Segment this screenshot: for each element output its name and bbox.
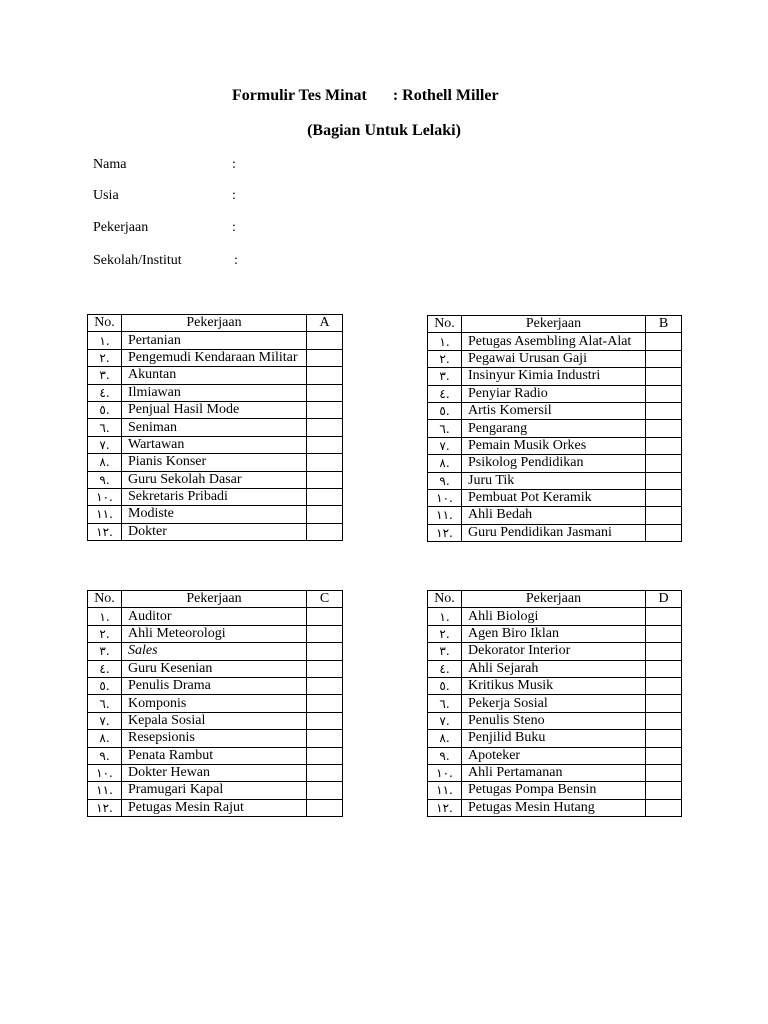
job-name: Modiste <box>122 506 307 523</box>
row-number: ٣. <box>88 367 122 384</box>
field-usia <box>93 188 236 204</box>
rank-cell[interactable] <box>307 643 343 660</box>
table-row <box>88 349 343 366</box>
table-row <box>428 730 682 747</box>
job-name: Pengemudi Kendaraan Militar <box>122 349 307 366</box>
field-pekerjaan <box>93 220 236 236</box>
table-row <box>88 608 343 625</box>
row-number: ٩. <box>88 747 122 764</box>
form-title-main: Formulir Tes Minat <box>232 87 367 104</box>
table-row <box>88 677 343 694</box>
row-number: ١. <box>88 608 122 625</box>
table-row <box>88 782 343 799</box>
job-name: Pertanian <box>122 332 307 349</box>
table-row <box>428 437 682 454</box>
job-name: Akuntan <box>122 367 307 384</box>
rank-cell[interactable] <box>646 437 682 454</box>
table-row <box>88 747 343 764</box>
rank-cell[interactable] <box>307 782 343 799</box>
column-header-no: No. <box>88 315 122 332</box>
job-name: Ahli Pertamanan <box>462 764 646 781</box>
rank-cell[interactable] <box>646 368 682 385</box>
rank-cell[interactable] <box>307 384 343 401</box>
table-row <box>88 712 343 729</box>
rank-cell[interactable] <box>646 625 682 642</box>
job-name: Petugas Pompa Bensin <box>462 782 646 799</box>
rank-cell[interactable] <box>646 350 682 367</box>
table-row <box>88 454 343 471</box>
table-row <box>428 764 682 781</box>
field-nama <box>93 157 236 173</box>
rank-cell[interactable] <box>307 677 343 694</box>
field-colon: : <box>232 220 236 235</box>
table-row <box>428 350 682 367</box>
job-name: Ahli Bedah <box>462 507 646 524</box>
row-number: ٢. <box>428 625 462 642</box>
table-row <box>88 367 343 384</box>
row-number: ٦. <box>88 695 122 712</box>
row-number: ٧. <box>428 437 462 454</box>
job-name: Guru Sekolah Dasar <box>122 471 307 488</box>
table-row <box>428 643 682 660</box>
field-colon: : <box>234 253 238 268</box>
table-row <box>88 643 343 660</box>
job-name: Penjual Hasil Mode <box>122 401 307 418</box>
table-row <box>428 402 682 419</box>
row-number: ٦. <box>428 695 462 712</box>
column-header-pekerjaan: Pekerjaan <box>122 591 307 608</box>
table-row <box>428 625 682 642</box>
job-name: Ahli Biologi <box>462 608 646 625</box>
table-row <box>88 401 343 418</box>
table-row <box>428 472 682 489</box>
job-name: Ahli Sejarah <box>462 660 646 677</box>
job-name: Penjilid Buku <box>462 730 646 747</box>
form-title <box>232 87 499 105</box>
table-b <box>427 315 682 542</box>
row-number: ٨. <box>88 454 122 471</box>
rank-cell[interactable] <box>307 506 343 523</box>
row-number: ١. <box>428 333 462 350</box>
rank-cell[interactable] <box>307 608 343 625</box>
table-row <box>428 489 682 506</box>
table-row <box>88 506 343 523</box>
job-name: Pianis Konser <box>122 454 307 471</box>
row-number: ١. <box>428 608 462 625</box>
job-name: Penulis Drama <box>122 677 307 694</box>
rank-cell[interactable] <box>307 454 343 471</box>
table-row <box>88 799 343 816</box>
rank-cell[interactable] <box>646 782 682 799</box>
row-number: ٨. <box>88 730 122 747</box>
row-number: ١. <box>88 332 122 349</box>
table-d <box>427 590 682 817</box>
job-name: Ilmiawan <box>122 384 307 401</box>
table-row <box>88 764 343 781</box>
rank-cell[interactable] <box>307 488 343 505</box>
job-name: Penulis Steno <box>462 712 646 729</box>
rank-cell[interactable] <box>646 643 682 660</box>
row-number: ٥. <box>88 401 122 418</box>
rank-cell[interactable] <box>307 747 343 764</box>
table-row <box>428 368 682 385</box>
row-number: ٧. <box>428 712 462 729</box>
job-name: Pramugari Kapal <box>122 782 307 799</box>
column-header-no: No. <box>88 591 122 608</box>
rank-cell[interactable] <box>307 436 343 453</box>
job-name: Resepsionis <box>122 730 307 747</box>
table-row <box>88 523 343 540</box>
field-label: Usia <box>93 188 119 203</box>
row-number: ٢. <box>88 349 122 366</box>
table-row <box>428 782 682 799</box>
row-number: ٣. <box>428 643 462 660</box>
row-number: ١١. <box>428 782 462 799</box>
table-row <box>428 747 682 764</box>
row-number: ٤. <box>428 660 462 677</box>
row-number: ٦. <box>88 419 122 436</box>
rank-cell[interactable] <box>646 712 682 729</box>
rank-cell[interactable] <box>646 660 682 677</box>
row-number: ٢. <box>88 625 122 642</box>
form-subtitle: (Bagian Untuk Lelaki) <box>307 122 461 139</box>
row-number: ٩. <box>428 472 462 489</box>
job-name: Seniman <box>122 419 307 436</box>
rank-cell[interactable] <box>646 608 682 625</box>
table-row <box>428 677 682 694</box>
job-name: Dokter Hewan <box>122 764 307 781</box>
column-header-no: No. <box>428 591 462 608</box>
column-header-letter: D <box>646 591 682 608</box>
rank-cell[interactable] <box>646 747 682 764</box>
table-a <box>87 314 343 541</box>
rank-cell[interactable] <box>646 677 682 694</box>
column-header-no: No. <box>428 316 462 333</box>
row-number: ١٢. <box>88 523 122 540</box>
table-row <box>88 332 343 349</box>
table-row <box>428 712 682 729</box>
job-name: Penata Rambut <box>122 747 307 764</box>
row-number: ١٠. <box>88 488 122 505</box>
row-number: ١٢. <box>428 799 462 816</box>
table-row <box>428 333 682 350</box>
row-number: ٢. <box>428 350 462 367</box>
row-number: ٥. <box>428 402 462 419</box>
job-name: Petugas Mesin Hutang <box>462 799 646 816</box>
rank-cell[interactable] <box>307 695 343 712</box>
job-name: Pembuat Pot Keramik <box>462 489 646 506</box>
row-number: ٩. <box>88 471 122 488</box>
column-header-letter: C <box>307 591 343 608</box>
rank-cell[interactable] <box>307 660 343 677</box>
job-name: Petugas Asembling Alat-Alat <box>462 333 646 350</box>
rank-cell[interactable] <box>646 455 682 472</box>
job-name: Dokter <box>122 523 307 540</box>
job-name: Agen Biro Iklan <box>462 625 646 642</box>
job-name: Komponis <box>122 695 307 712</box>
job-name: Dekorator Interior <box>462 643 646 660</box>
row-number: ٥. <box>88 677 122 694</box>
field-colon: : <box>232 157 236 172</box>
field-label: Pekerjaan <box>93 220 149 235</box>
rank-cell[interactable] <box>307 349 343 366</box>
row-number: ٨. <box>428 730 462 747</box>
rank-cell[interactable] <box>307 367 343 384</box>
job-name: Auditor <box>122 608 307 625</box>
field-label: Nama <box>93 157 127 172</box>
job-name: Wartawan <box>122 436 307 453</box>
rank-cell[interactable] <box>307 401 343 418</box>
rank-cell[interactable] <box>646 472 682 489</box>
row-number: ١٠. <box>428 489 462 506</box>
row-number: ٤. <box>428 385 462 402</box>
job-name: Kepala Sosial <box>122 712 307 729</box>
rank-cell[interactable] <box>307 471 343 488</box>
job-name: Penyiar Radio <box>462 385 646 402</box>
job-name: Petugas Mesin Rajut <box>122 799 307 816</box>
table-row <box>88 695 343 712</box>
job-name: Psikolog Pendidikan <box>462 455 646 472</box>
table-row <box>428 420 682 437</box>
rank-cell[interactable] <box>646 799 682 816</box>
table-row <box>88 436 343 453</box>
table-row <box>88 419 343 436</box>
column-header-letter: B <box>646 316 682 333</box>
table-row <box>428 455 682 472</box>
rank-cell[interactable] <box>646 764 682 781</box>
field-sekolah <box>93 253 238 269</box>
rank-cell[interactable] <box>307 799 343 816</box>
rank-cell[interactable] <box>307 625 343 642</box>
job-name: Artis Komersil <box>462 402 646 419</box>
column-header-pekerjaan: Pekerjaan <box>462 591 646 608</box>
rank-cell[interactable] <box>307 419 343 436</box>
column-header-pekerjaan: Pekerjaan <box>122 315 307 332</box>
rank-cell[interactable] <box>646 402 682 419</box>
row-number: ١٢. <box>88 799 122 816</box>
row-number: ١٠. <box>428 764 462 781</box>
job-name: Pegawai Urusan Gaji <box>462 350 646 367</box>
row-number: ٧. <box>88 712 122 729</box>
job-name: Pemain Musik Orkes <box>462 437 646 454</box>
row-number: ٣. <box>88 643 122 660</box>
form-title-suffix: : Rothell Miller <box>392 87 499 104</box>
rank-cell[interactable] <box>646 489 682 506</box>
table-row <box>428 695 682 712</box>
job-name: Kritikus Musik <box>462 677 646 694</box>
table-row <box>428 524 682 541</box>
table-row <box>88 660 343 677</box>
row-number: ٩. <box>428 747 462 764</box>
table-row <box>428 799 682 816</box>
rank-cell[interactable] <box>307 523 343 540</box>
rank-cell[interactable] <box>646 507 682 524</box>
job-name: Insinyur Kimia Industri <box>462 368 646 385</box>
table-row <box>428 660 682 677</box>
row-number: ٥. <box>428 677 462 694</box>
row-number: ١١. <box>88 506 122 523</box>
table-row <box>428 608 682 625</box>
job-name: Apoteker <box>462 747 646 764</box>
job-name: Sales <box>122 643 307 660</box>
job-name: Ahli Meteorologi <box>122 625 307 642</box>
rank-cell[interactable] <box>646 524 682 541</box>
rank-cell[interactable] <box>307 730 343 747</box>
row-number: ٦. <box>428 420 462 437</box>
rank-cell[interactable] <box>646 730 682 747</box>
table-c <box>87 590 343 817</box>
rank-cell[interactable] <box>646 695 682 712</box>
job-name: Guru Kesenian <box>122 660 307 677</box>
row-number: ٤. <box>88 660 122 677</box>
table-row <box>88 384 343 401</box>
job-name: Pekerja Sosial <box>462 695 646 712</box>
row-number: ١٢. <box>428 524 462 541</box>
table-row <box>428 385 682 402</box>
column-header-pekerjaan: Pekerjaan <box>462 316 646 333</box>
job-name: Pengarang <box>462 420 646 437</box>
row-number: ١٠. <box>88 764 122 781</box>
field-colon: : <box>232 188 236 203</box>
job-name: Guru Pendidikan Jasmani <box>462 524 646 541</box>
job-name: Juru Tik <box>462 472 646 489</box>
rank-cell[interactable] <box>646 333 682 350</box>
job-name: Sekretaris Pribadi <box>122 488 307 505</box>
table-row <box>88 730 343 747</box>
rank-cell[interactable] <box>646 420 682 437</box>
row-number: ١١. <box>428 507 462 524</box>
rank-cell[interactable] <box>307 712 343 729</box>
column-header-letter: A <box>307 315 343 332</box>
rank-cell[interactable] <box>307 764 343 781</box>
row-number: ١١. <box>88 782 122 799</box>
table-row <box>88 471 343 488</box>
table-row <box>428 507 682 524</box>
row-number: ٤. <box>88 384 122 401</box>
row-number: ٣. <box>428 368 462 385</box>
row-number: ٧. <box>88 436 122 453</box>
rank-cell[interactable] <box>646 385 682 402</box>
table-row <box>88 488 343 505</box>
field-label: Sekolah/Institut <box>93 253 182 268</box>
rank-cell[interactable] <box>307 332 343 349</box>
table-row <box>88 625 343 642</box>
row-number: ٨. <box>428 455 462 472</box>
